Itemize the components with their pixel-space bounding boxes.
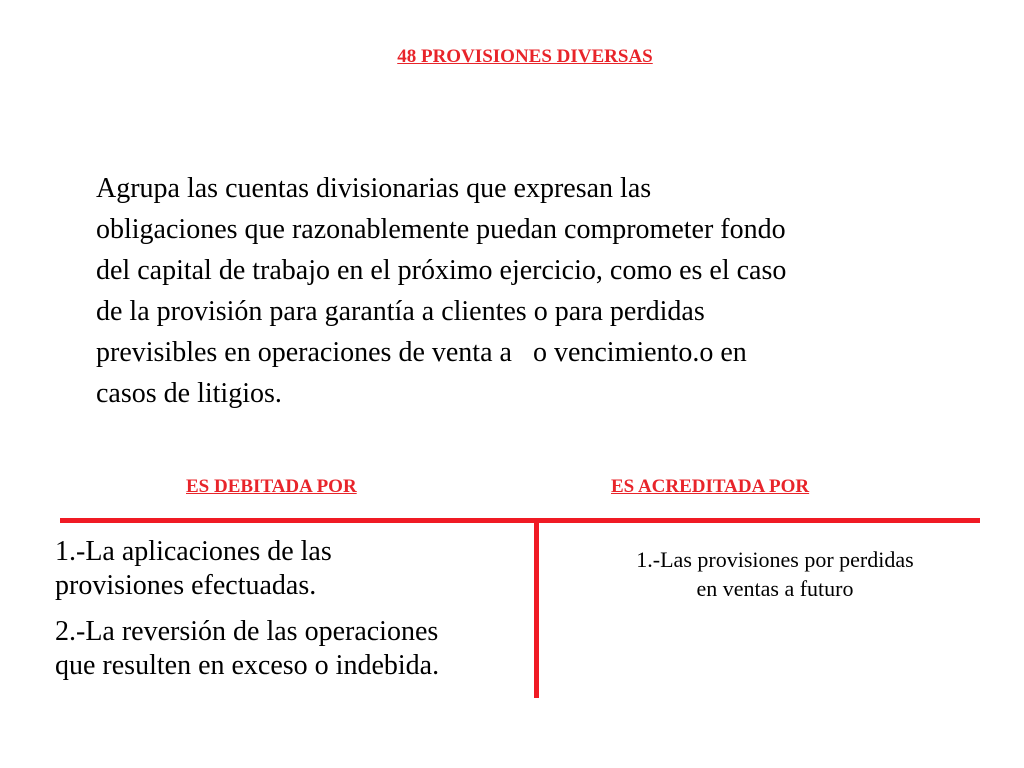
intro-line: previsibles en operaciones de venta a o vencimiento.o en: [96, 337, 747, 368]
intro-line: Agrupa las cuentas divisionarias que expresan las: [96, 173, 652, 204]
credit-item-line: 1.-Las provisiones por perdidas: [636, 547, 914, 572]
credit-heading: ES ACREDITADA POR: [611, 476, 810, 497]
intro-paragraph: [96, 168, 976, 414]
debit-item: [55, 535, 533, 603]
intro-line: casos de litigios.: [96, 378, 282, 409]
debit-item-line: 2.-La reversión de las operaciones: [55, 616, 439, 647]
debit-item: [55, 615, 533, 683]
debit-item-line: provisiones efectuadas.: [55, 570, 317, 601]
credit-list: [560, 545, 990, 603]
credit-item-line: en ventas a futuro: [696, 576, 854, 601]
debit-item-line: 1.-La aplicaciones de las: [55, 536, 332, 567]
debit-list: [55, 535, 533, 683]
intro-line: de la provisión para garantía a clientes o para perdidas: [96, 296, 705, 327]
debit-item-line: que resulten en exceso o indebida.: [55, 650, 440, 681]
intro-line: obligaciones que razonablemente puedan comprometer fondo: [96, 214, 786, 245]
credit-item: [560, 545, 990, 603]
t-account-horizontal-rule: [60, 518, 980, 523]
page-title: 48 PROVISIONES DIVERSAS: [397, 46, 653, 67]
intro-line: del capital de trabajo en el próximo ejercicio, como es el caso: [96, 255, 787, 286]
debit-heading: ES DEBITADA POR: [186, 476, 357, 497]
t-account-vertical-rule: [534, 518, 539, 698]
